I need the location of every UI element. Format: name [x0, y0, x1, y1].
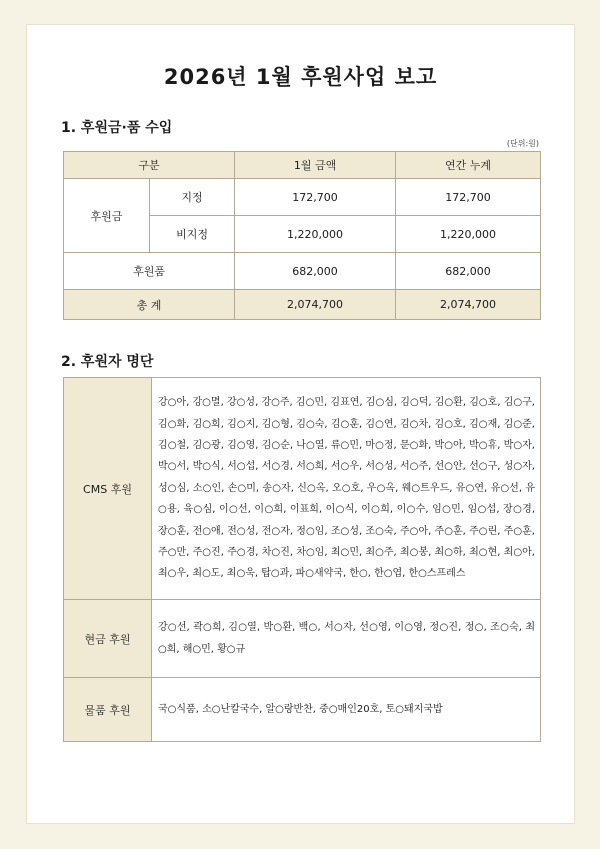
page-title: 2026년 1월 후원사업 보고: [163, 65, 438, 89]
donor-names-cms: 강○아, 강○멸, 강○성, 강○주, 김○민, 김표연, 김○심, 김○덕, 김○환, 김○호, 김○구, 김○화, 김○희, 김○지, 김○형, 김○숙, 김○훈, 김○연, 김○차, 김○호, 김○재, 김○준, 김○철, 김○광, 김○영, 김○순, 나○열, 류○민, 마○정, 문○화, 박○아, 박○휴, 박○자, 박○서, 박○식, 서○섭, 서○경, 서○희, 서○우, 서○성, 서○주, 선○안, 선○구, 성○자, 성○심, 소○인, 손○미, 송○자, 신○옥, 오○호, 우○옥, 웨○트우드, 유○연, 유○선, 유○용, 육○심, 이○선, 이○희, 이표희, 이○식, 이○희, 이○수, 임○민, 임○섭, 장○경, 장○훈, 전○애, 전○성, 전○자, 정○임, 조○성, 조○숙, 주○아, 주○훈, 주○린, 주○훈, 주○만, 주○진, 주○경, 차○진, 차○임, 최○민, 최○주, 최○봉, 최○하, 최○현, 최○아, 최○우, 최○도, 최○욱, 탑○과, 파○새약국, 한○, 한○엽, 한○스프레스: [152, 378, 541, 600]
donor-category-cash: 현금 후원: [64, 600, 152, 678]
total-annual: 2,074,700: [396, 290, 541, 320]
row-label-designated: 지정: [150, 179, 235, 216]
donor-names-cash: 강○선, 곽○희, 김○열, 박○환, 백○, 서○자, 선○영, 이○영, 정○진, 정○, 조○숙, 최○희, 해○민, 황○규: [152, 600, 541, 678]
donor-names-goods: 국○식품, 소○난칼국수, 알○랑반찬, 중○매인20호, 토○돼지국밥: [152, 678, 541, 742]
header-annual: 연간 누계: [396, 152, 541, 179]
goods-annual: 682,000: [396, 253, 541, 290]
donor-category-cms: CMS 후원: [64, 378, 152, 600]
report-page: [26, 24, 575, 824]
designated-annual: 172,700: [396, 179, 541, 216]
undesignated-monthly: 1,220,000: [235, 216, 396, 253]
row-label-undesignated: 비지정: [150, 216, 235, 253]
header-category: 구분: [64, 152, 235, 179]
section2-heading: 2. 후원자 명단: [61, 354, 154, 370]
total-monthly: 2,074,700: [235, 290, 396, 320]
income-table: [63, 151, 541, 320]
donor-category-goods: 물품 후원: [64, 678, 152, 742]
designated-monthly: 172,700: [235, 179, 396, 216]
unit-label: (단위:원): [506, 139, 539, 148]
section1-heading: 1. 후원금·품 수입: [61, 120, 173, 136]
undesignated-annual: 1,220,000: [396, 216, 541, 253]
header-monthly: 1월 금액: [235, 152, 396, 179]
donation-group-label: 후원금: [64, 179, 150, 253]
donor-list-table: [63, 377, 541, 742]
total-label: 총 계: [64, 290, 235, 320]
goods-monthly: 682,000: [235, 253, 396, 290]
goods-label: 후원품: [64, 253, 235, 290]
